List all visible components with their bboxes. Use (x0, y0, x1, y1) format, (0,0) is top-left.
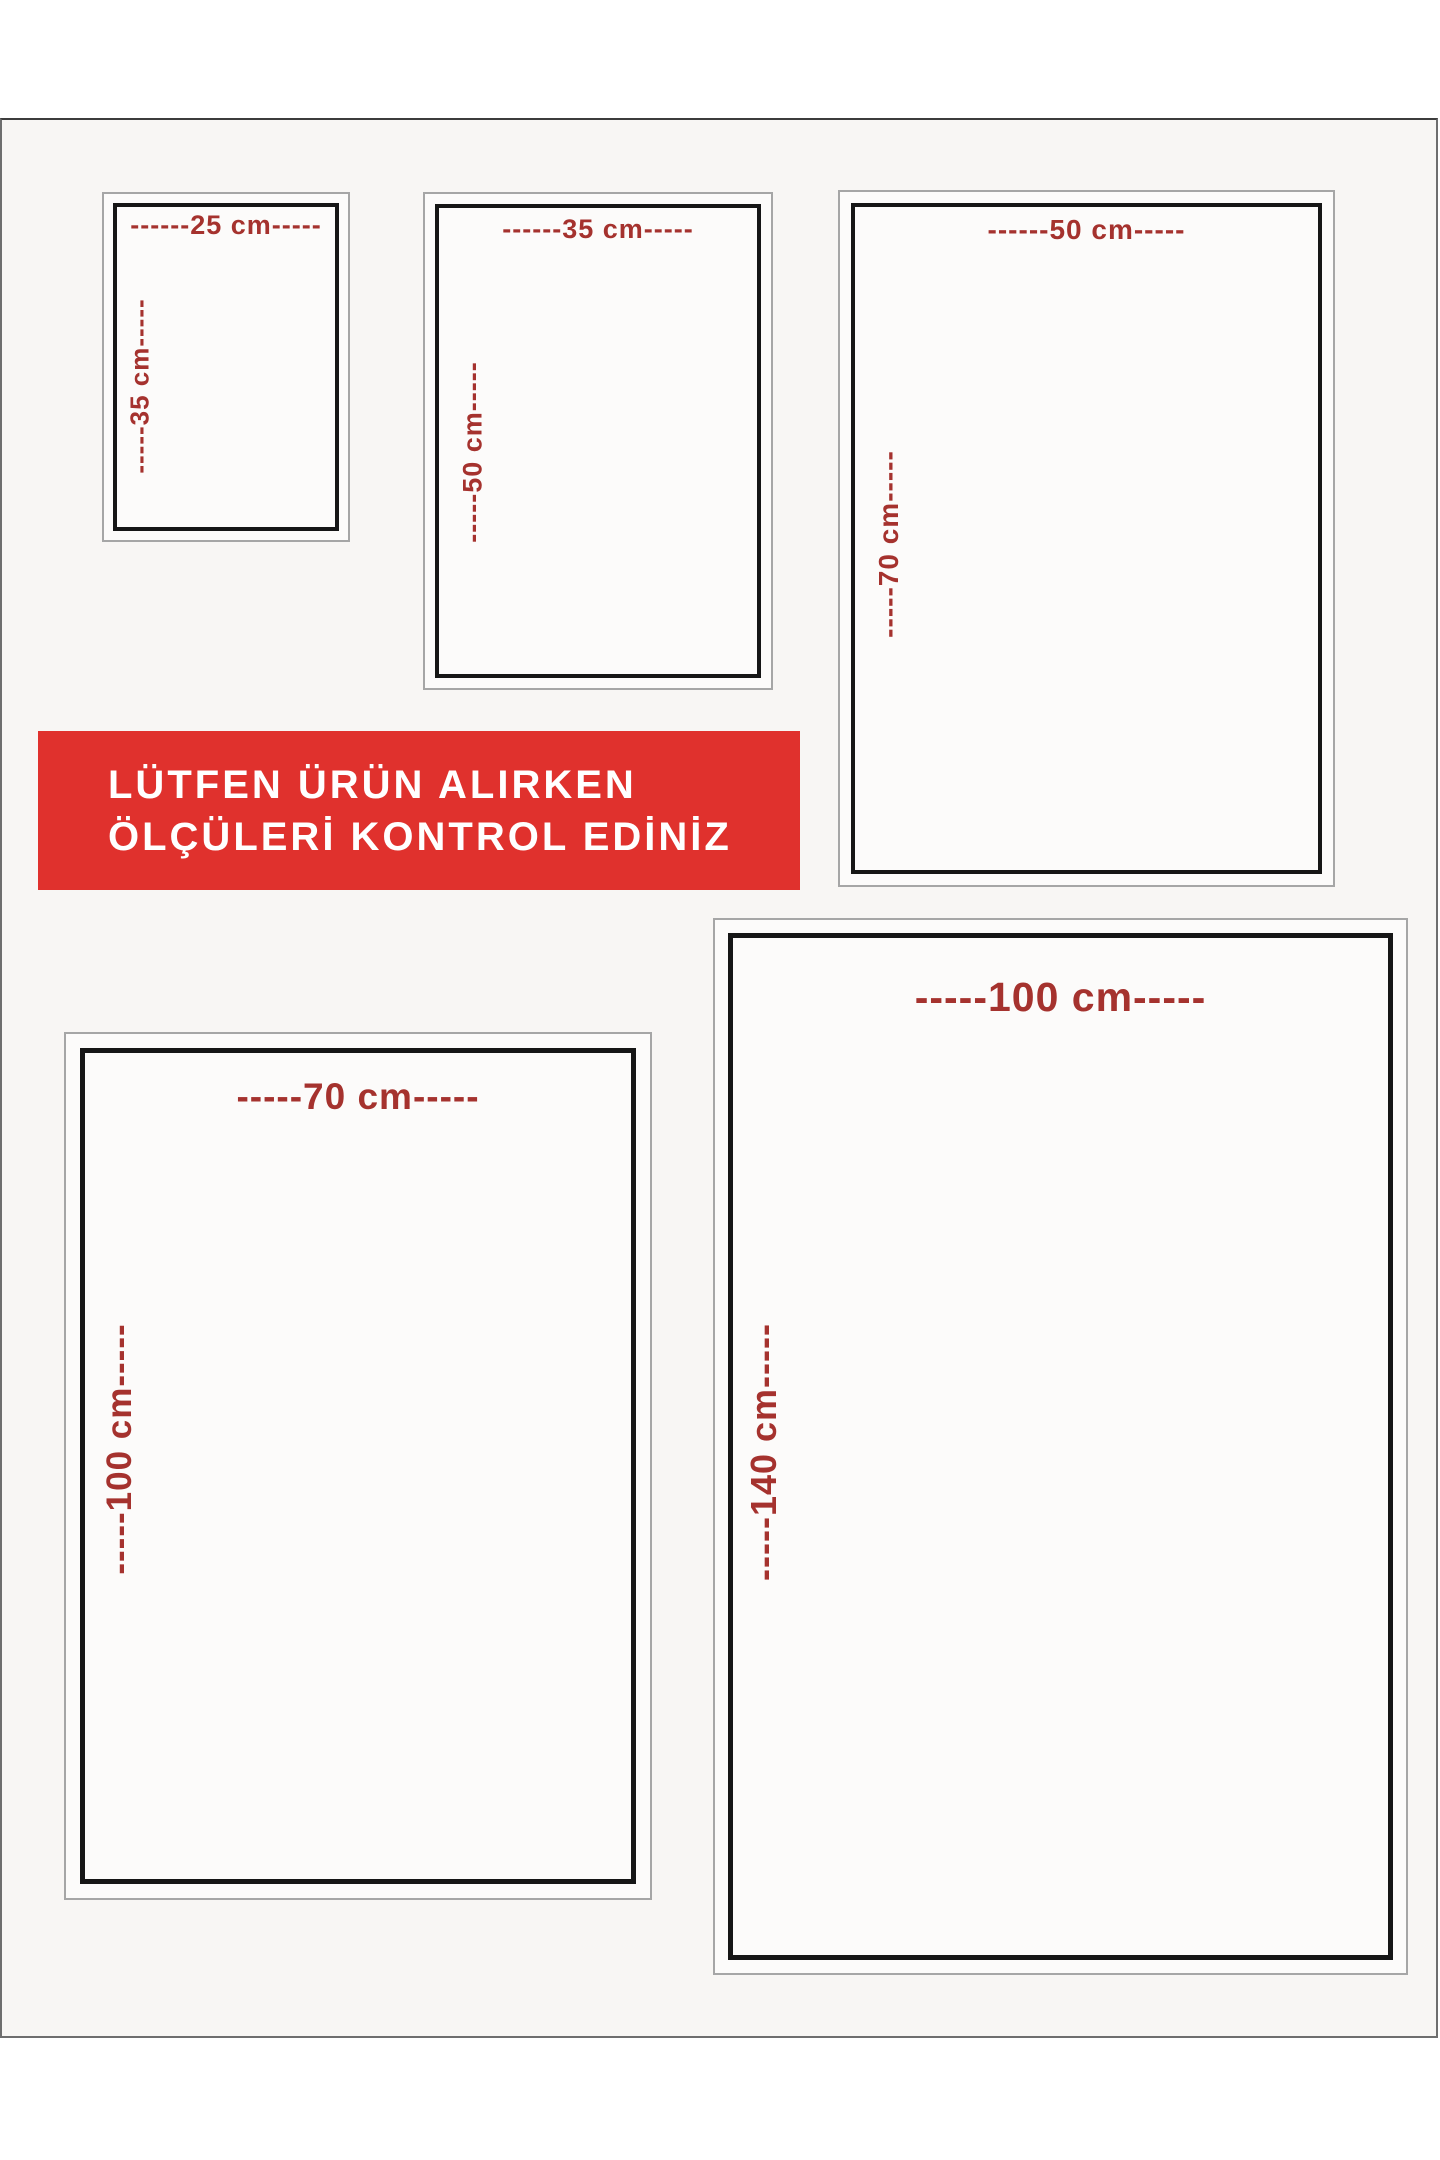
width-label-100cm: -----100 cm----- (914, 974, 1207, 1020)
warning-banner (38, 731, 800, 890)
size-box-50x70 (838, 190, 1335, 887)
size-box-100x140-black-border (728, 933, 1393, 1960)
width-label-35cm: ------35 cm----- (502, 214, 694, 244)
size-box-100x140 (713, 918, 1408, 1975)
height-label-100cm: -----100 cm----- (100, 1323, 139, 1575)
width-label-50cm: ------50 cm----- (987, 214, 1186, 245)
warning-banner-line1: LÜTFEN ÜRÜN ALIRKEN (108, 763, 637, 807)
height-label-35cm: -----35 cm----- (124, 298, 155, 474)
size-chart-panel (0, 118, 1438, 2038)
height-label-50cm: -----50 cm----- (457, 361, 488, 543)
size-box-25x35 (102, 192, 350, 542)
size-box-70x100 (64, 1032, 652, 1900)
width-label-25cm: ------25 cm----- (130, 210, 322, 240)
size-box-50x70-black-border (851, 203, 1322, 874)
width-label-70cm: -----70 cm----- (236, 1076, 480, 1117)
size-box-70x100-black-border (80, 1048, 636, 1884)
height-label-70cm: -----70 cm----- (873, 450, 904, 638)
warning-banner-line2: ÖLÇÜLERİ KONTROL EDİNİZ (108, 815, 732, 859)
height-label-140cm: -----140 cm----- (743, 1323, 784, 1581)
size-box-35x50 (423, 192, 773, 690)
